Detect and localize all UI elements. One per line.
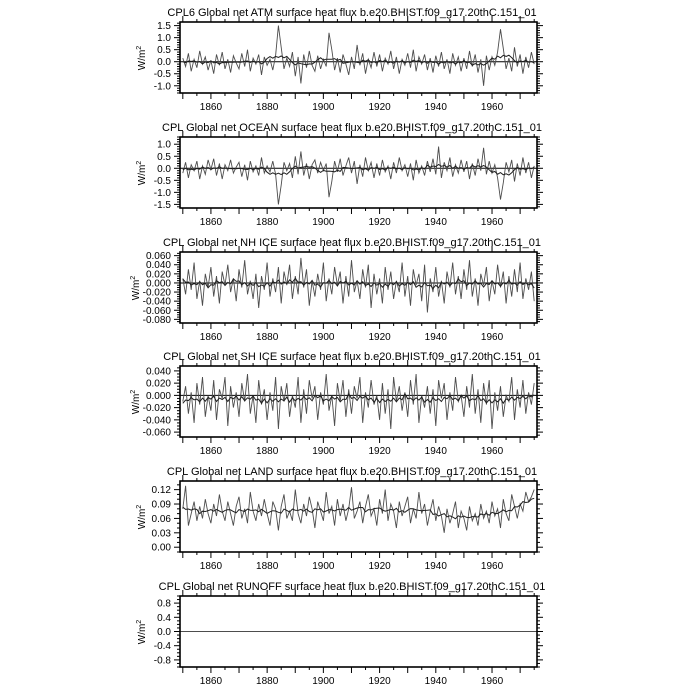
svg-text:1880: 1880: [256, 446, 279, 457]
svg-text:-0.040: -0.040: [142, 415, 171, 427]
svg-text:1920: 1920: [368, 102, 391, 113]
svg-text:1880: 1880: [256, 217, 279, 228]
panel-title: CPL6 Global net ATM surface heat flux b.e20.BHIST.f09_g17.20thC.151_01: [167, 7, 537, 19]
svg-text:-1.0: -1.0: [153, 187, 171, 199]
panel-title: CPL Global net LAND surface heat flux b.e20.BHIST.f09_g17.20thC.151_01: [166, 466, 538, 478]
svg-text:1960: 1960: [480, 217, 504, 228]
plot-area: [143, 360, 543, 457]
svg-text:-0.5: -0.5: [153, 69, 171, 81]
land-chart-svg: [0, 459, 700, 574]
svg-text:-1.0: -1.0: [153, 81, 171, 93]
ocean-chart-svg: [0, 115, 700, 230]
svg-text:1920: 1920: [368, 332, 391, 343]
y-axis-label: $W/m^2$: [130, 275, 142, 301]
svg-text:1.5: 1.5: [157, 21, 171, 33]
panel-title: CPL Global net NH ICE surface heat flux b.e20.BHIST.f09_g17.20thC.151_01: [162, 237, 542, 249]
svg-text:0.040: 0.040: [145, 366, 171, 378]
sh-ice-chart-svg: [0, 344, 700, 459]
svg-text:0.000: 0.000: [145, 390, 171, 402]
svg-text:0.060: 0.060: [145, 251, 171, 263]
svg-text:1.0: 1.0: [157, 33, 171, 45]
svg-text:1900: 1900: [312, 446, 335, 457]
svg-text:0.000: 0.000: [145, 278, 171, 290]
svg-text:-0.4: -0.4: [153, 641, 171, 653]
svg-text:-0.040: -0.040: [142, 296, 171, 308]
svg-text:0.0: 0.0: [157, 57, 171, 69]
svg-text:1920: 1920: [368, 217, 391, 228]
svg-text:-0.060: -0.060: [142, 427, 171, 439]
svg-text:1940: 1940: [424, 102, 447, 113]
svg-text:1940: 1940: [424, 676, 447, 687]
svg-text:-0.020: -0.020: [142, 287, 171, 299]
svg-text:0.03: 0.03: [151, 528, 171, 540]
svg-text:1900: 1900: [312, 676, 335, 687]
svg-text:0.06: 0.06: [151, 513, 171, 525]
plot-area: [143, 246, 543, 343]
svg-text:1940: 1940: [424, 332, 447, 343]
svg-text:1880: 1880: [256, 332, 279, 343]
svg-text:0.5: 0.5: [157, 151, 171, 163]
nh-ice-chart-svg: [0, 230, 700, 345]
svg-text:1860: 1860: [199, 561, 223, 572]
svg-text:1920: 1920: [368, 446, 391, 457]
svg-text:1860: 1860: [199, 102, 223, 113]
svg-text:-0.060: -0.060: [142, 305, 171, 317]
svg-text:0.0: 0.0: [157, 627, 171, 638]
svg-text:1960: 1960: [480, 446, 504, 457]
atm-chart-svg: [0, 0, 700, 115]
svg-text:1.0: 1.0: [157, 139, 171, 151]
svg-text:0.020: 0.020: [145, 269, 171, 281]
svg-text:1940: 1940: [424, 217, 447, 228]
panel-land-heat-flux: [0, 459, 700, 574]
plot-area: [154, 16, 543, 113]
svg-text:-0.080: -0.080: [142, 314, 171, 326]
svg-text:1900: 1900: [312, 561, 335, 572]
svg-text:1860: 1860: [199, 217, 223, 228]
svg-text:0.00: 0.00: [151, 542, 171, 554]
svg-text:0.0: 0.0: [157, 163, 171, 175]
svg-text:1960: 1960: [480, 676, 504, 687]
svg-text:1900: 1900: [312, 102, 335, 113]
svg-text:1940: 1940: [424, 561, 447, 572]
svg-text:1900: 1900: [312, 332, 335, 343]
svg-text:1960: 1960: [480, 561, 504, 572]
plot-area: [154, 590, 543, 687]
svg-text:1860: 1860: [199, 676, 223, 687]
svg-text:-1.5: -1.5: [153, 199, 171, 211]
svg-text:1880: 1880: [256, 676, 279, 687]
panel-title: CPL Global net SH ICE surface heat flux b.e20.BHIST.f09_g17.20thC.151_01: [163, 351, 541, 363]
svg-text:0.12: 0.12: [151, 485, 171, 497]
panel-ocean-heat-flux: [0, 115, 700, 230]
svg-text:1940: 1940: [424, 446, 447, 457]
svg-text:1880: 1880: [256, 561, 279, 572]
svg-text:1960: 1960: [480, 332, 504, 343]
y-axis-label: $W/m^2$: [136, 160, 148, 186]
panel-atm-heat-flux: [0, 0, 700, 115]
panel-title: CPL Global net OCEAN surface heat flux b.e20.BHIST.f09_g17.20thC.151_01: [162, 122, 542, 134]
svg-text:0.040: 0.040: [145, 260, 171, 272]
svg-text:0.09: 0.09: [151, 499, 171, 511]
svg-text:1860: 1860: [199, 446, 223, 457]
y-axis-label: $W/m^2$: [136, 45, 148, 71]
panel-sh-ice-heat-flux: [0, 344, 700, 459]
svg-text:1860: 1860: [199, 332, 223, 343]
y-axis-label: $W/m^2$: [136, 504, 148, 530]
svg-text:-0.020: -0.020: [142, 403, 171, 415]
panel-nh-ice-heat-flux: [0, 230, 700, 345]
svg-text:1920: 1920: [368, 561, 391, 572]
svg-text:1960: 1960: [480, 102, 504, 113]
svg-text:0.8: 0.8: [157, 598, 171, 610]
svg-text:1920: 1920: [368, 676, 391, 687]
svg-text:0.020: 0.020: [145, 378, 171, 390]
svg-text:1880: 1880: [256, 102, 279, 113]
plot-area: [154, 131, 543, 228]
svg-text:-0.5: -0.5: [153, 175, 171, 187]
panel-runoff-heat-flux: [0, 574, 700, 689]
svg-text:0.4: 0.4: [157, 612, 171, 624]
y-axis-label: $W/m^2$: [130, 389, 142, 415]
panel-title: CPL Global net RUNOFF surface heat flux b.e20.BHIST.f09_g17.20thC.151_01: [158, 581, 546, 593]
plot-area: [152, 475, 543, 572]
runoff-chart-svg: [0, 574, 700, 689]
svg-text:-0.8: -0.8: [153, 655, 171, 667]
svg-text:0.5: 0.5: [157, 45, 171, 57]
y-axis-label: $W/m^2$: [136, 619, 148, 645]
svg-text:1900: 1900: [312, 217, 335, 228]
